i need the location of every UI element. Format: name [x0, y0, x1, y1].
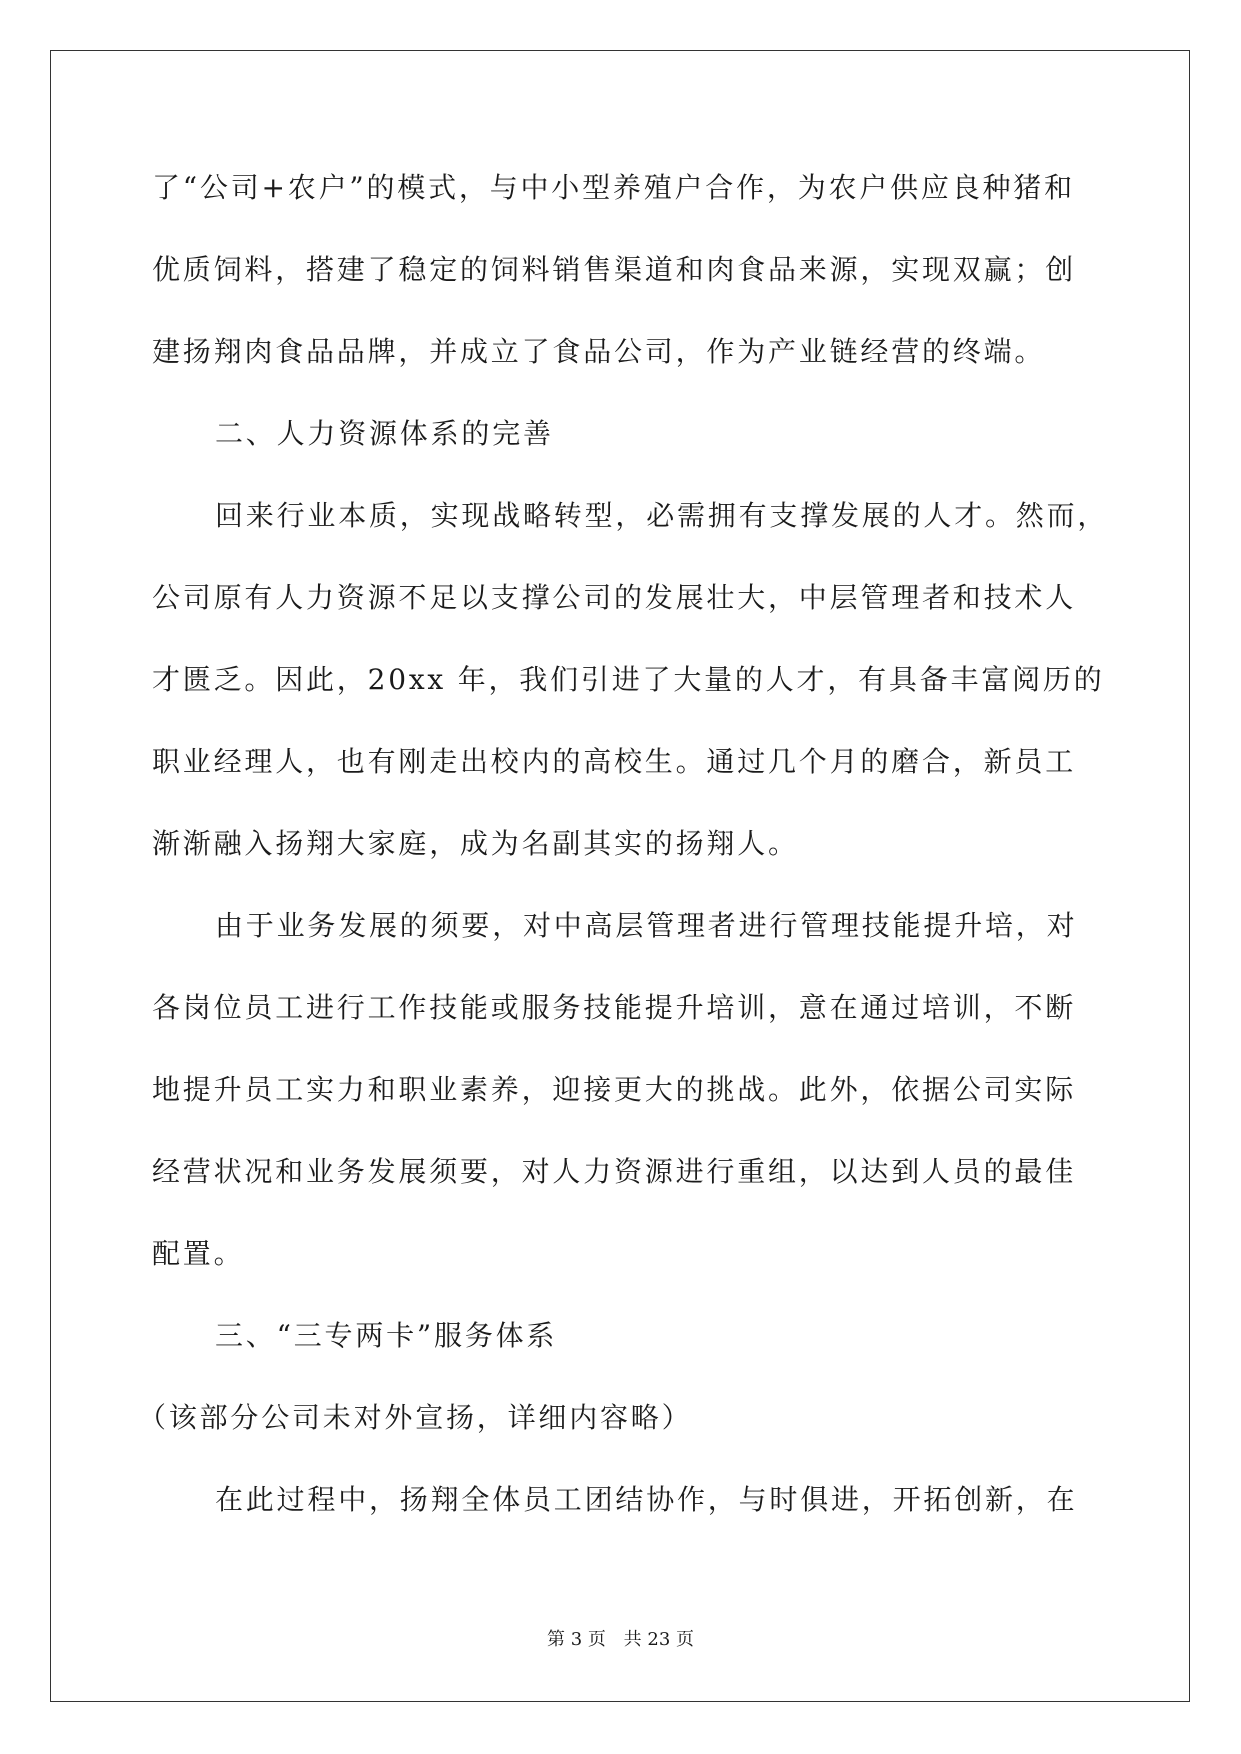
text-line: 渐渐融入扬翔大家庭，成为名副其实的扬翔人。	[152, 827, 799, 860]
note-line: （该部分公司未对外宣扬，详细内容略）	[138, 1401, 693, 1434]
page-number: 第 3 页	[547, 1629, 606, 1650]
text-line: 公司原有人力资源不足以支撑公司的发展壮大，中层管理者和技术人	[152, 581, 1077, 614]
text-line: 地提升员工实力和职业素养，迎接更大的挑战。此外，依据公司实际	[152, 1073, 1077, 1106]
paragraph-start: 在此过程中，扬翔全体员工团结协作，与时俱进，开拓创新，在	[215, 1483, 1078, 1516]
page-footer	[0, 1625, 1241, 1651]
page-total: 共 23 页	[623, 1629, 694, 1650]
text-line: 优质饲料，搭建了稳定的饲料销售渠道和肉食品来源，实现双赢；创	[152, 253, 1077, 286]
text-line: 才匮乏。因此，20xx 年，我们引进了大量的人才，有具备丰富阅历的	[152, 663, 1105, 696]
text-line: 建扬翔肉食品品牌，并成立了食品公司，作为产业链经营的终端。	[152, 335, 1046, 368]
text-line: 各岗位员工进行工作技能或服务技能提升培训，意在通过培训，不断	[152, 991, 1077, 1024]
paragraph-start: 回来行业本质，实现战略转型，必需拥有支撑发展的人才。然而，	[215, 499, 1109, 532]
document-body	[138, 160, 1109, 1554]
text-line: 经营状况和业务发展须要，对人力资源进行重组，以达到人员的最佳	[152, 1155, 1077, 1188]
paragraph-start: 由于业务发展的须要，对中高层管理者进行管理技能提升培，对	[215, 909, 1078, 942]
section-heading: 三、“三专两卡”服务体系	[215, 1319, 558, 1352]
text-line: 职业经理人，也有刚走出校内的高校生。通过几个月的磨合，新员工	[152, 745, 1077, 778]
section-heading: 二、人力资源体系的完善	[215, 417, 554, 450]
text-line: 配置。	[152, 1237, 245, 1270]
text-line: 了“公司+农户”的模式，与中小型养殖户合作，为农户供应良种猪和	[152, 171, 1075, 204]
